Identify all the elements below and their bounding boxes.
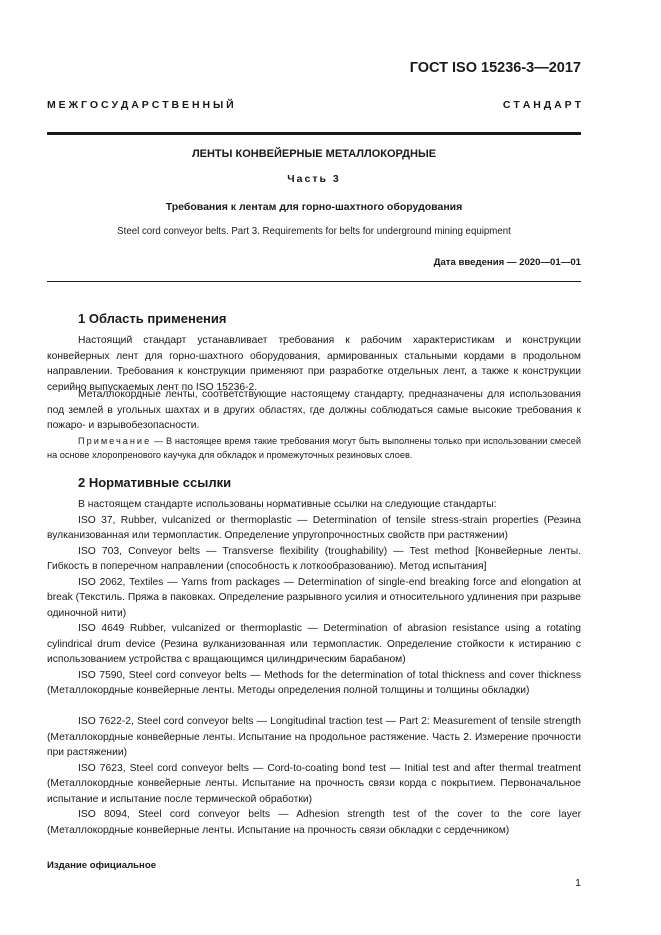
reference-item: ISO 7622-2, Steel cord conveyor belts — Longitudinal traction test — Part 2: Measurement of tensile strength (Металлокордные конвейерные ленты. Испытание на продольное растяжение. Часть 2. Измерение прочности при растяжении) — [47, 716, 581, 758]
introduction-date: Дата введения — 2020—01—01 — [433, 257, 581, 268]
reference-item: ISO 7590, Steel cord conveyor belts — Methods for the determination of total thickness and cover thickness (Металлокордные конвейерные ленты. Методы определения полной толщины и толщины обкладки) — [47, 669, 581, 696]
interstate-standard-banner — [47, 99, 581, 111]
section-1-heading: 1 Область применения — [78, 311, 227, 326]
section-1-note — [47, 434, 581, 462]
page-number: 1 — [575, 877, 581, 889]
document-title: ЛЕНТЫ КОНВЕЙЕРНЫЕ МЕТАЛЛОКОРДНЫЕ — [191, 148, 437, 160]
reference-item: ISO 7623, Steel cord conveyor belts — Cord-to-coating bond test — Initial test and after thermal treatment (Металлокордные конвейерные ленты. Испытание на прочность связи корда с покрытием. Первоначальное испытание и испытание после термической обработки) — [47, 762, 581, 805]
section-1-paragraph-2: Металлокордные ленты, соответствующие настоящему стандарту, предназначены для использования под землей в угольных шахтах и в других областях, где должны соблюдаться самые высокие требования к пожаро- и взрывобезопасности. — [47, 389, 581, 431]
part-label: Часть 3 — [287, 173, 341, 185]
header-divider — [47, 132, 581, 135]
official-edition-label: Издание официальное — [47, 860, 157, 871]
document-number: ГОСТ ISO 15236-3—2017 — [409, 60, 581, 76]
note-label: Примечание — [78, 436, 152, 446]
reference-item: ISO 4649 Rubber, vulcanized or thermoplastic — Determination of abrasion resistance using a rotating cylindrical drum device (Резина вулканизованная или термопластик. Определение стойкости к истиранию с использованием устройства с вращающимся цилиндрическим барабаном) — [47, 623, 581, 665]
title-divider — [47, 281, 581, 282]
reference-item: ISO 2062, Textiles — Yarns from packages — Determination of single-end breaking force and elongation at break (Текстиль. Пряжа в паковках. Определение разрывного усилия и относительного удлинения при разрыве одиночной нити) — [47, 576, 582, 619]
note-text: — В настоящее время такие требования могут быть выполнены только при использовании смесей на основе хлоропренового каучука для обкладок и промежуточных резиновых слоев. — [47, 436, 581, 460]
banner-left-text: М Е Ж Г О С У Д А Р С Т В Е Н Н Ы Й — [47, 99, 234, 111]
section-1-paragraph-1: Настоящий стандарт устанавливает требования к рабочим характеристикам и конструкции конвейерных лент для горно-шахтного оборудования, армированных стальными кордами в продольном направлении. Требования к конструкции применяют при разработке отдельных лент, а также к конструкции серийно выпускаемых лент по ISO 15236-2. — [47, 335, 581, 393]
banner-right-text: С Т А Н Д А Р Т — [502, 99, 581, 111]
section-2-heading: 2 Нормативные ссылки — [78, 475, 232, 490]
section-2-intro: В настоящем стандарте использованы нормативные ссылки на следующие стандарты: — [78, 499, 497, 510]
document-subtitle: Требования к лентам для горно-шахтного оборудования — [165, 201, 463, 213]
reference-item: ISO 703, Conveyor belts — Transverse flexibility (troughability) — Test method [Конвейерные ленты. Гибкость в поперечном направлении (способность к лоткообразованию). Метод испытания] — [47, 545, 581, 572]
reference-item: ISO 8094, Steel cord conveyor belts — Adhesion strength test of the cover to the core layer (Металлокордные конвейерные ленты. Испытание на прочность связи обкладки с сердечником) — [47, 809, 581, 836]
reference-item: ISO 37, Rubber, vulcanized or thermoplastic — Determination of tensile stress-strain properties (Резина вулканизованная или термопластик. Определение упругопрочностных свойств при растяжении) — [47, 514, 581, 541]
english-title: Steel cord conveyor belts. Part 3. Requirements for belts for underground mining equipment — [117, 226, 511, 237]
